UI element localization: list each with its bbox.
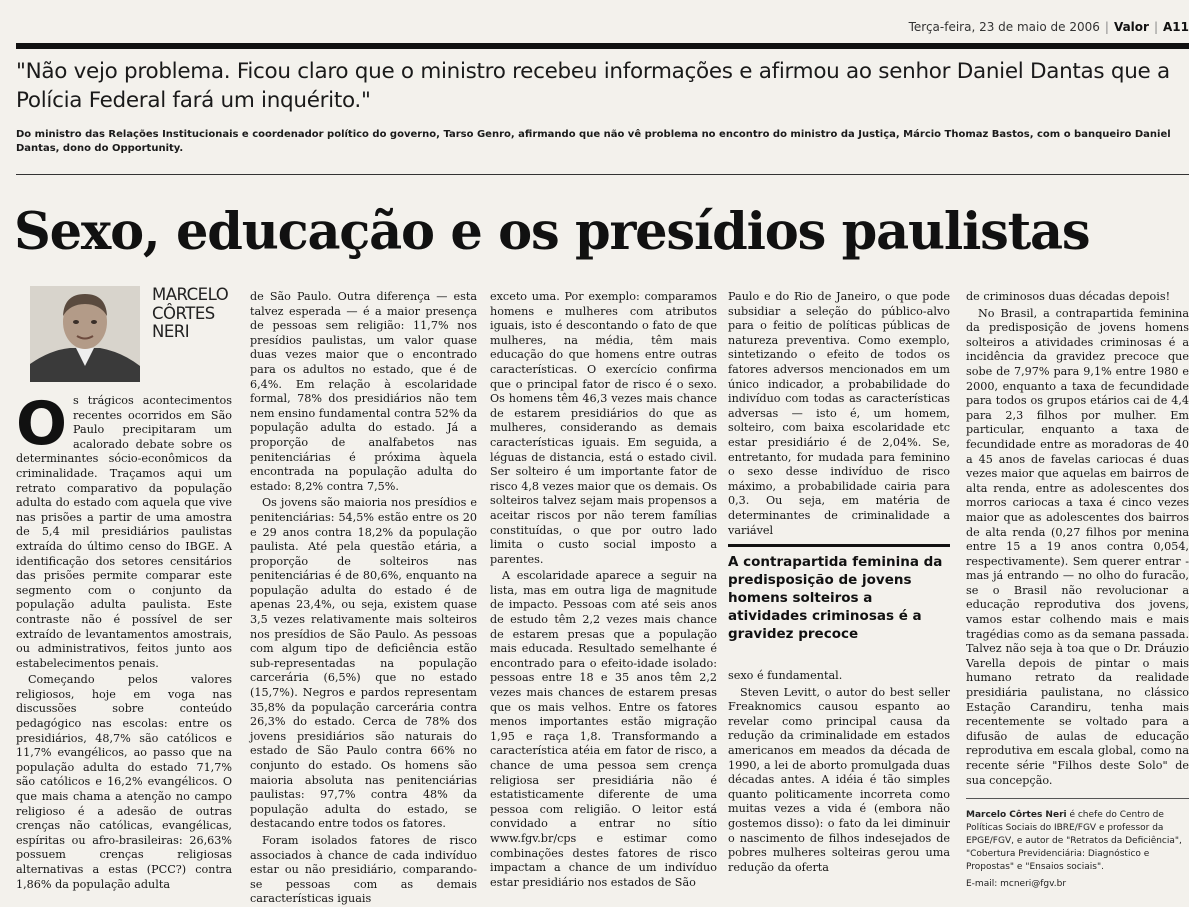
author-bio	[966, 798, 1189, 891]
article-paragraph: de criminosos duas décadas depois!	[966, 290, 1171, 303]
quote-of-the-day: "Não vejo problema. Ficou claro que o ministro recebeu informações e afirmou ao senhor Daniel Dantas que a Polícia Federal fará um inquérito."	[16, 59, 1170, 113]
article-paragraph: No Brasil, a contrapartida feminina da predisposição de jovens homens solteiros a atividades criminosas é a incidência da gravidez precoce que sobe de 7,97% para 9,1% entre 1980 e 2000, enquanto a taxa de fecundidade para todos os grupos etários cai de 4,4 para 2,3 filhos por mulher. Em particular, enquanto a taxa de fecundidade entre as moradoras de 40 a 45 anos de favelas cariocas é duas vezes maior que aquelas em bairros de alta renda, entre as adolescentes dos morros cariocas a taxa é cinco vezes maior que as adolescentes dos bairros de alta renda (0,27 filhos por menina entre 15 a 19 anos contra 0,054, respectivamente). Sem querer entrar - mas já entrando — no olho do furacão, se o Brasil não revolucionar a educação reprodutiva dos jovens, vamos estar colhendo mais e mais tragédias como as da semana passada. Talvez não seja à toa que o Dr. Dráuzio Varella depois de pintar o mais humano retrato da realidade presidiária paulistana, no clássico Estação Carandiru, tenha mais recentemente se voltado para a difusão de aulas de educação reprodutiva em escala global, como na recente série "Filhos deste Solo" de sua concepção.	[966, 306, 1189, 787]
author-name-line: NERI	[152, 322, 190, 341]
header-date: Terça-feira, 23 de maio de 2006	[908, 20, 1100, 34]
pull-quote: A contrapartida feminina da predisposição de jovens homens solteiros a atividades criminosas é a gravidez precoce	[728, 544, 950, 643]
header-brand: Valor	[1113, 20, 1149, 34]
article-column-1	[16, 285, 232, 891]
article-paragraph: de São Paulo. Outra diferença — esta talvez esperada — é a maior presença de pessoas sem religião: 11,7% nos presídios paulistas, um valor quase duas vezes maior que o encontrado para os adultos no estado, que é de 6,4%. Em relação à escolaridade formal, 78% dos presidiários não tem nem ensino fundamental contra 52% da população adulta do estado. Já a proporção de analfabetos nas penitenciárias é próxima àquela encontrada na população adulta do estado: 8,2% contra 7,5%.	[250, 290, 477, 493]
header-rule	[16, 43, 1189, 49]
quote-source: Do ministro das Relações Institucionais e coordenador político do governo, Tarso Genro, afirmando que não vê problema no encontro do ministro da Justiça, Márcio Thomaz Bastos, com o banqueiro Daniel Dantas, dono do Opportunity.	[16, 129, 1171, 154]
author-name-line: MARCELO	[152, 285, 229, 304]
paragraph-text: s trágicos acontecimentos recentes ocorridos em São Paulo precipitaram um acalorado debate sobre os determinantes sócio-econômicos da criminalidade. Traçamos aqui um retrato comparativo da população adulta do estado com aquela que vive nas prisões a partir de uma amostra de 5,4 mil presidiários paulistas extraída do último censo do IBGE. A identificação dos setores censitários das prisões permite comparar este segmento com o conjunto da população adulta paulista. Este contraste não é possível de ser extraído de levantamentos amostrais, ou administrativos, feitos junto aos estabelecimentos penais.	[16, 394, 232, 670]
author-bio-name: Marcelo Côrtes Neri	[966, 810, 1067, 821]
author-portrait-icon	[30, 286, 140, 382]
article-column-3	[490, 290, 717, 889]
drop-cap: O	[16, 389, 68, 459]
section-divider	[16, 174, 1189, 175]
article-paragraph: Os jovens são maioria nos presídios e penitenciárias: 54,5% estão entre os 20 e 29 anos contra 18,2% da população paulista. Até pela questão etária, a proporção de solteiros nas penitenciárias é de 80,6%, enquanto na população adulta do estado é de apenas 23,4%, ou seja, existem quase 3,5 vezes relativamente mais solteiros nos presídios de São Paulo. As pessoas com algum tipo de deficiência estão sub-representadas na população carcerária (6,5%) que no estado (15,7%). Negros e pardos representam 35,8% da população carcerária contra 26,3% do estado. Cerca de 78% dos jovens presidiários são naturais do estado de São Paulo contra 66% no conjunto do estado. Os homens são maioria absoluta nas penitenciárias paulistas: 97,7% contra 48% da população adulta do estado, se destacando entre todos os fatores.	[250, 496, 477, 831]
author-name	[152, 286, 236, 342]
author-bio-text: é chefe do Centro de Políticas Sociais do IBRE/FGV e professor da EPGE/FGV, e autor de "Retratos da Deficiência", "Cobertura Previdenciária: Diagnóstico e Propostas" e "Ensaios sociais".	[966, 810, 1182, 873]
author-name-line: CÔRTES	[152, 303, 215, 323]
article-paragraph: exceto uma. Por exemplo: comparamos homens e mulheres com atributos iguais, isto é descontando o fato de que mulheres, na média, têm mais educação do que homens entre outras características. O exercício confirma que o principal fator de risco é o sexo. Os homens têm 46,3 vezes mais chance de estarem presidiários do que as mulheres, considerando as demais características iguais. Em seguida, a léguas de distancia, está o estado civil. Ser solteiro é um importante fator de risco 4,8 vezes maior que os demais. Os solteiros talvez sejam mais propensos a aceitar riscos por não terem famílias constituídas, o que por outro lado limita o custo social imposto a parentes.	[490, 290, 717, 566]
author-photo	[30, 286, 140, 382]
article-headline: Sexo, educação e os presídios paulistas	[14, 202, 1090, 262]
header-page-number: A11	[1163, 20, 1189, 34]
article-paragraph: Steven Levitt, o autor do best seller Freaknomics causou espanto ao revelar como principal causa da redução da criminalidade em estados americanos em meados da década de 1990, a lei de aborto promulgada duas décadas antes. A idéia é tão simples quanto politicamente incorreta como muitas vezes a vida é (embora não gostemos disso): o fato da lei diminuir o nascimento de filhos indesejados de pobres mulheres solteiras gerou uma redução da oferta	[728, 685, 950, 874]
author-email[interactable]: E-mail: mcneri@fgv.br	[966, 879, 1067, 890]
article-paragraph: A escolaridade aparece a seguir na lista, mas em outra liga de magnitude de impacto. Pessoas com até seis anos de estudo têm 2,2 vezes mais chance de estarem presas que a população mais educada. Resultado semelhante é encontrado para o efeito-idade isolado: pessoas entre 18 e 35 anos têm 2,2 vezes mais chances de estarem presas que os mais velhos. Entre os fatores menos importantes estão migração 1,95 e raça 1,8. Transformando a característica atéia em fator de risco, a chance de uma pessoa sem crença religiosa ser presidiária não é estatisticamente diferente de uma pessoa com religião. O leitor está convidado a entrar no sítio www.fgv.br/cps e estimar como combinações destes fatores de risco impactam a chance de um indivíduo estar presidiário nos estados de São	[490, 569, 717, 889]
article-paragraph: sexo é fundamental.	[728, 669, 843, 683]
article-column-2	[250, 290, 477, 906]
article-column-5	[966, 290, 1189, 890]
article-paragraph: Paulo e do Rio de Janeiro, o que pode subsidiar a seleção do público-alvo para o feitio de políticas públicas de natureza preventiva. Como exemplo, sintetizando o efeito de todos os fatores adversos mencionados em um único indicador, a probabilidade do indivíduo com todas as características adversas — isto é, um homem, solteiro, com baixa escolaridade etc estar presidiário é de 2,04%. Se, entretanto, for mudada para feminino o sexo desse indivíduo de risco máximo, a probabilidade cairia para 0,3. Ou seja, em matéria de determinantes de criminalidade a variável	[728, 290, 950, 537]
article-paragraph	[16, 389, 232, 671]
page-header	[16, 20, 1189, 38]
header-separator: |	[1104, 20, 1109, 34]
header-separator: |	[1153, 20, 1158, 34]
author-box	[16, 286, 232, 384]
article-paragraph: Foram isolados fatores de risco associados à chance de cada indivíduo estar ou não presidiário, comparando-se pessoas com as demais características iguais	[250, 833, 477, 906]
article-paragraph: Começando pelos valores religiosos, hoje em voga nas discussões sobre conteúdo pedagógico nas escolas: entre os presidiários, 48,7% são católicos e 11,7% evangélicos, ao passo que na população adulta do estado 71,7% são católicos e 16,2% evangélicos. O que mais chama a atenção no campo religioso é a adesão de outras crenças não católicas, evangélicas, espíritas ou afro-brasileiras: 26,63% possuem crenças religiosas alternativas a estas (PCC?) contra 1,86% da população adulta	[16, 673, 232, 891]
article-column-4	[728, 290, 950, 874]
